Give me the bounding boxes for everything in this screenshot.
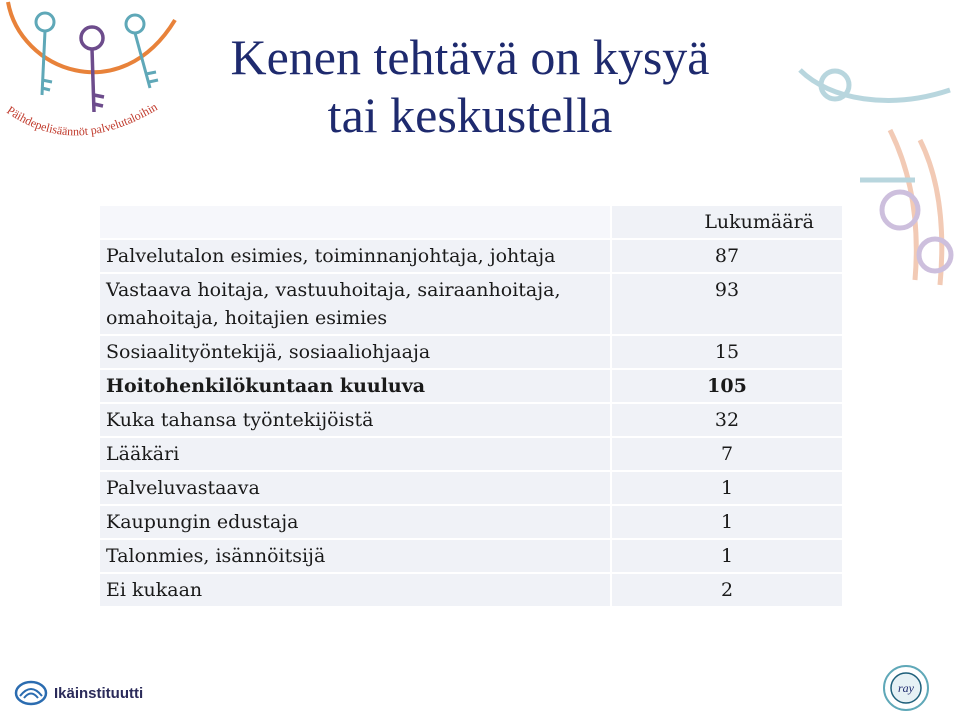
row-value: 105 <box>610 370 842 402</box>
table-row <box>100 240 842 272</box>
row-label: Kuka tahansa työntekijöistä <box>100 404 610 436</box>
title-line-1: Kenen tehtävä on kysyä <box>230 29 710 85</box>
ray-logo-icon <box>882 664 930 712</box>
table-row <box>100 404 842 436</box>
title-line-2: tai keskustella <box>327 87 613 143</box>
table-row <box>100 506 842 538</box>
row-label: Ei kukaan <box>100 574 610 606</box>
row-value: 93 <box>610 274 842 334</box>
row-label: Talonmies, isännöitsijä <box>100 540 610 572</box>
table-row <box>100 438 842 470</box>
row-value: 87 <box>610 240 842 272</box>
row-label: Lääkäri <box>100 438 610 470</box>
table-row <box>100 574 842 606</box>
table-row <box>100 472 842 504</box>
row-label-line-2: omahoitaja, hoitajien esimies <box>106 307 388 329</box>
row-value: 1 <box>610 540 842 572</box>
row-label: Kaupungin edustaja <box>100 506 610 538</box>
row-value: 1 <box>610 506 842 538</box>
svg-text:Päihdepelisäännöt palvelutaloi <box>4 100 159 139</box>
row-label: Palveluvastaava <box>100 472 610 504</box>
row-label <box>100 274 610 334</box>
row-label: Hoitohenkilökuntaan kuuluva <box>100 370 610 402</box>
ikainstituutti-logo-text: Ikäinstituutti <box>54 684 144 702</box>
ray-logo-text: ray <box>898 681 914 695</box>
row-label: Palvelutalon esimies, toiminnanjohtaja, johtaja <box>100 240 610 272</box>
row-value: 15 <box>610 336 842 368</box>
logo-arc-text: Päihdepelisäännöt palvelutaloihin <box>4 99 160 139</box>
table-header-empty <box>100 206 610 238</box>
table-row <box>100 274 842 334</box>
row-value: 32 <box>610 404 842 436</box>
column-header-count: Lukumäärä <box>610 206 842 238</box>
row-value: 1 <box>610 472 842 504</box>
table-row <box>100 336 842 368</box>
table-row <box>100 370 842 402</box>
page-title <box>150 28 790 144</box>
row-label-line-1: Vastaava hoitaja, vastuuhoitaja, sairaanhoitaja, <box>106 279 561 301</box>
row-value: 2 <box>610 574 842 606</box>
ikainstituutti-logo-icon <box>14 680 48 706</box>
ikainstituutti-logo <box>14 678 143 708</box>
responsibility-table <box>100 204 842 608</box>
row-value: 7 <box>610 438 842 470</box>
table-row <box>100 540 842 572</box>
table-header-row <box>100 206 842 238</box>
row-label: Sosiaalityöntekijä, sosiaaliohjaaja <box>100 336 610 368</box>
